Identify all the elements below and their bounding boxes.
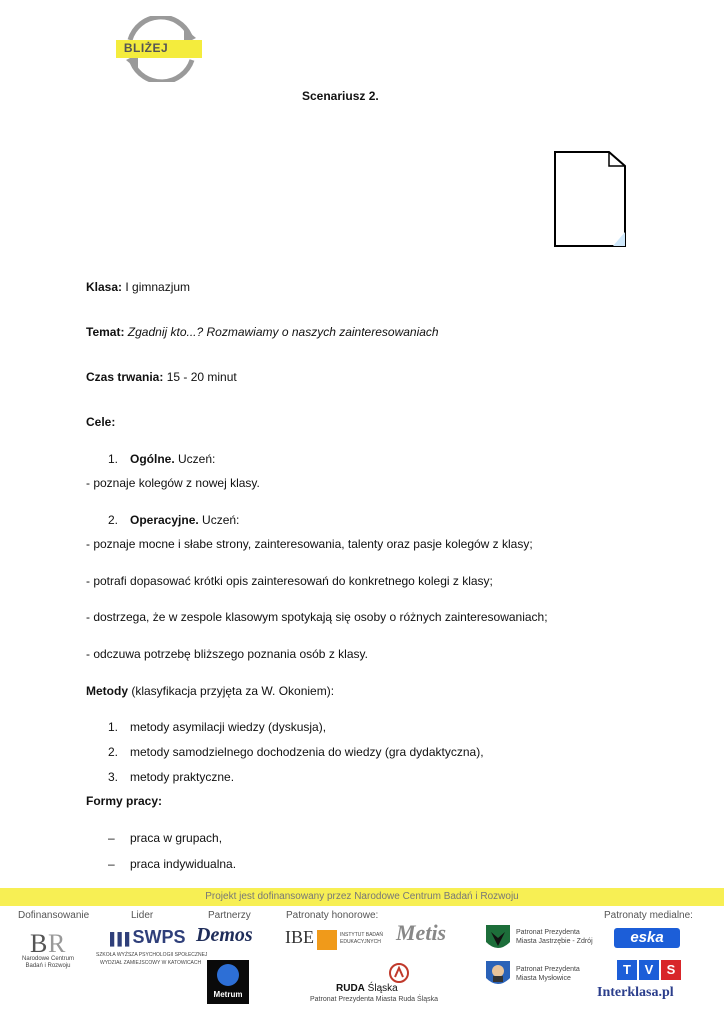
metis-logo: Metis bbox=[396, 920, 447, 945]
ruda-logo bbox=[336, 982, 398, 996]
operacyjne-line bbox=[130, 513, 239, 527]
label-patronaty-medialne: Patronaty medialne: bbox=[604, 910, 693, 921]
label-partnerzy: Partnerzy bbox=[208, 910, 251, 921]
metody-num: 3. bbox=[108, 770, 119, 784]
operacyjne-item: - dostrzega, że w zespole klasowym spotykają się osoby o różnych zainteresowaniach; bbox=[86, 610, 548, 624]
operacyjne-value: Uczeń: bbox=[198, 513, 240, 527]
operacyjne-label: Operacyjne. bbox=[130, 513, 199, 527]
ogolne-num: 1. bbox=[108, 452, 119, 466]
tvs-t-block bbox=[617, 960, 637, 980]
klasa-line bbox=[86, 280, 190, 294]
myslowice-caption-2: Miasta Mysłowice bbox=[516, 975, 571, 982]
metrum-logo bbox=[207, 960, 249, 1004]
ogolne-line bbox=[130, 452, 215, 466]
metody-num: 1. bbox=[108, 720, 119, 734]
ruda-text-2: Śląska bbox=[367, 983, 398, 994]
swps-caption-2: WYDZIAŁ ZAMIEJSCOWY W KATOWICACH bbox=[100, 960, 202, 966]
dash-bullet: – bbox=[108, 831, 115, 845]
jastrzebie-caption-1: Patronat Prezydenta bbox=[516, 929, 580, 936]
label-patronaty-honorowe: Patronaty honorowe: bbox=[286, 910, 379, 921]
demos-logo: Demos bbox=[196, 924, 253, 946]
metody-num: 2. bbox=[108, 745, 119, 759]
jastrzebie-crest-icon bbox=[485, 924, 511, 954]
formy-heading: Formy pracy: bbox=[86, 794, 163, 808]
metody-label: Metody bbox=[86, 684, 128, 698]
ruda-text: RUDA bbox=[336, 983, 365, 994]
ogolne-label: Ogólne. bbox=[130, 452, 175, 466]
metody-item: metody samodzielnego dochodzenia do wiedzy (gra dydaktyczna), bbox=[130, 745, 484, 759]
interklasa-logo: Interklasa.pl bbox=[597, 985, 674, 1000]
metody-value: (klasyfikacja przyjęta za W. Okoniem): bbox=[128, 684, 335, 698]
ogolne-value: Uczeń: bbox=[174, 452, 216, 466]
eska-logo bbox=[614, 928, 680, 948]
eska-text: eska bbox=[630, 929, 664, 946]
swps-logo: ▌▌▌SWPS bbox=[110, 927, 186, 947]
metrum-circle-icon bbox=[217, 964, 239, 986]
swps-caption-1: SZKOŁA WYŻSZA PSYCHOLOGII SPOŁECZNEJ bbox=[96, 952, 208, 958]
footer-banner-text: Projekt jest dofinansowany przez Narodowe Centrum Badań i Rozwoju bbox=[205, 891, 519, 902]
metody-line bbox=[86, 684, 334, 698]
ibe-caption: INSTYTUT BADAŃ EDUKACYJNYCH bbox=[340, 932, 383, 945]
temat-line bbox=[86, 325, 439, 339]
temat-value: Zgadnij kto...? Rozmawiamy o naszych zainteresowaniach bbox=[124, 325, 439, 339]
czas-value: 15 - 20 minut bbox=[163, 370, 237, 384]
operacyjne-num: 2. bbox=[108, 513, 119, 527]
tvs-v: V bbox=[644, 962, 654, 977]
ruda-caption: Patronat Prezydenta Miasta Ruda Śląska bbox=[310, 996, 439, 1003]
document-icon bbox=[553, 150, 627, 248]
ogolne-item: - poznaje kolegów z nowej klasy. bbox=[86, 476, 260, 490]
klasa-label: Klasa: bbox=[86, 280, 123, 294]
logo-text: BLIŻEJ bbox=[123, 41, 169, 55]
ncbr-caption: Narodowe Centrum Badań i Rozwoju bbox=[21, 956, 75, 969]
page-title: Scenariusz 2. bbox=[302, 89, 379, 103]
swps-text: SWPS bbox=[132, 927, 186, 947]
ibe-mark-icon bbox=[317, 930, 337, 950]
tvs-s-block bbox=[661, 960, 681, 980]
ibe-logo: IBE bbox=[285, 927, 314, 947]
ruda-emblem-icon bbox=[388, 962, 410, 984]
formy-item: praca w grupach, bbox=[130, 831, 223, 845]
temat-label: Temat: bbox=[86, 325, 125, 339]
label-dofinansowanie: Dofinansowanie bbox=[18, 910, 90, 921]
operacyjne-item: - odczuwa potrzebę bliższego poznania osób z klasy. bbox=[86, 647, 368, 661]
jastrzebie-caption-2: Miasta Jastrzębie - Zdrój bbox=[516, 938, 593, 945]
formy-item: praca indywidualna. bbox=[130, 857, 237, 871]
myslowice-crest-icon bbox=[485, 960, 511, 990]
label-lider: Lider bbox=[131, 910, 154, 921]
metody-item: metody praktyczne. bbox=[130, 770, 235, 784]
czas-label: Czas trwania: bbox=[86, 370, 164, 384]
svg-text:R: R bbox=[48, 929, 66, 958]
tvs-s: S bbox=[666, 962, 676, 977]
myslowice-caption-1: Patronat Prezydenta bbox=[516, 966, 580, 973]
dash-bullet: – bbox=[108, 857, 115, 871]
klasa-value: I gimnazjum bbox=[122, 280, 191, 294]
cele-heading: Cele: bbox=[86, 415, 116, 429]
tvs-t: T bbox=[623, 962, 631, 977]
ncbr-logo bbox=[28, 928, 74, 958]
tvs-v-block bbox=[639, 960, 659, 980]
czas-line bbox=[86, 370, 237, 384]
svg-text:B: B bbox=[30, 929, 48, 958]
metody-item: metody asymilacji wiedzy (dyskusja), bbox=[130, 720, 327, 734]
metrum-text: Metrum bbox=[213, 990, 243, 999]
operacyjne-item: - potrafi dopasować krótki opis zainteresowań do konkretnego kolegi z klasy; bbox=[86, 574, 493, 588]
operacyjne-item: - poznaje mocne i słabe strony, zainteresowania, talenty oraz pasje kolegów z klasy; bbox=[86, 537, 533, 551]
